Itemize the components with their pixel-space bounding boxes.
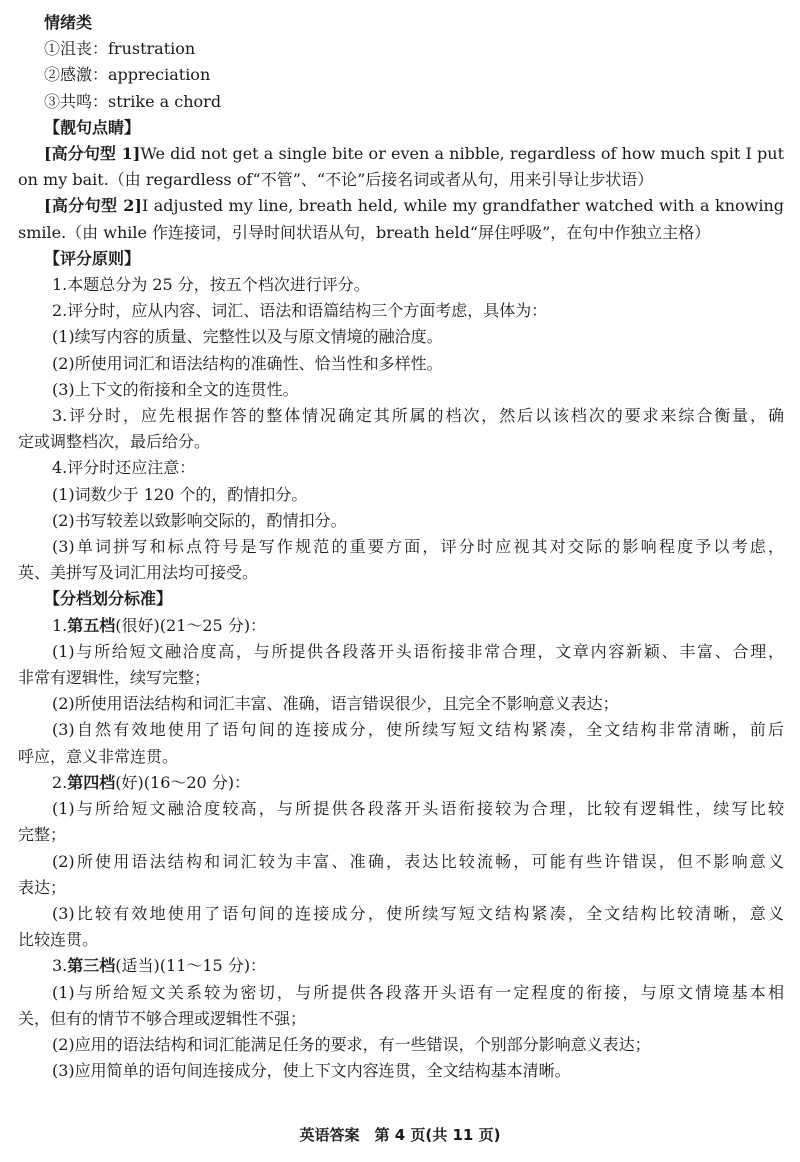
grading-heading: 【分档划分标准】 [44,589,173,609]
principle-3-line-1: 3.评分时，应先根据作答的整体情况确定其所属的档次，然后以该档次的要求来综合衡量，确 [52,406,784,426]
level-5-name: 第五档 [67,615,116,635]
sentence-2-line-1 [18,193,784,219]
sentence-1-text: We did not get a single bite or even a nibble, regardless of how much spit I put [140,144,784,164]
level-5-num: 1. [52,615,68,635]
emotion-heading: 情绪类 [44,13,93,32]
level-3-item-1-line-2: 关，但有的情节不够合理或逻辑性不强； [18,1008,307,1028]
level-4-item-2-line-2: 表达； [18,877,67,897]
principle-4-3-line-1: (3)单词拼写和标点符号是写作规范的重要方面，评分时应视其对交际的影响程度予以考虑， [52,537,784,557]
level-4-num: 2. [52,772,68,792]
emotion-item: ③共鸣：strike a chord [44,91,222,111]
sentence-2-text: I adjusted my line, breath held, while my grandfather watched with a knowing [141,196,784,216]
sentences-heading: 【靓句点睛】 [44,117,141,137]
level-4-item-1-line-1: (1)与所给短文融洽度较高，与所提供各段落开头语衔接较为合理，比较有逻辑性，续写比较 [52,799,784,819]
level-4-item-3-line-1: (3)比较有效地使用了语句间的连接成分，使所续写短文结构紧凑，全文结构比较清晰，意义 [52,903,784,923]
level-4-range: (好)(16～20 分)： [115,772,251,792]
principle-line: 1.本题总分为 25 分，按五个档次进行评分。 [52,275,370,295]
level-5-item-2: (2)所使用语法结构和词汇丰富、准确，语言错误很少，且完全不影响意义表达； [52,694,619,714]
level-3-range: (适当)(11～15 分)： [115,956,267,976]
level-4-item-2-line-1: (2)所使用语法结构和词汇较为丰富、准确，表达比较流畅，可能有些许错误，但不影响意义 [52,851,784,871]
page-footer: 英语答案 第 4 页(共 11 页) [299,1126,501,1144]
principle-line: (2)所使用词汇和语法结构的准确性、恰当性和多样性。 [52,353,443,373]
sentence-2-tag: [高分句型 2] [44,196,142,216]
level-5-item-3-line-1: (3)自然有效地使用了语句间的连接成分，使所续写短文结构紧凑，全文结构非常清晰，前后 [52,720,784,740]
sentence-1-tag: [高分句型 1] [44,144,141,164]
sentence-1-line-1 [18,141,784,167]
level-3-num: 3. [52,956,68,976]
level-3-item-3: (3)应用简单的语句间连接成分，使上下文内容连贯，全文结构基本清晰。 [52,1061,571,1081]
level-5-title [18,613,784,639]
principle-line: (3)上下文的衔接和全文的连贯性。 [52,379,299,399]
level-4-item-3-line-2: 比较连贯。 [18,930,99,950]
page-content [18,10,784,1084]
level-5-item-1-line-1: (1)与所给短文融洽度高，与所提供各段落开头语衔接非常合理，文章内容新颖、丰富、合理， [52,641,784,661]
principles-heading: 【评分原则】 [44,248,141,268]
level-4-name: 第四档 [67,772,116,792]
principle-4-3-line-2: 英、美拼写及词汇用法均可接受。 [18,563,259,583]
level-4-item-1-line-2: 完整； [18,825,67,845]
level-5-range: (很好)(21～25 分)： [115,615,267,635]
principle-4: 4.评分时还应注意： [52,458,196,478]
principle-4-item: (2)书写较差以致影响交际的，酌情扣分。 [52,510,347,530]
principle-4-item: (1)词数少于 120 个的，酌情扣分。 [52,484,308,504]
principle-line: (1)续写内容的质量、完整性以及与原文情境的融洽度。 [52,327,443,347]
level-3-item-1-line-1: (1)与所给短文关系较为密切，与所提供各段落开头语有一定程度的衔接，与原文情境基本相 [52,982,784,1002]
sentence-2-line-2: smile.（由 while 作连接词，引导时间状语从句，breath held“屏住呼吸”，在句中作独立主格） [18,222,711,242]
level-3-title [18,953,784,979]
sentence-1-line-2: on my bait.（由 regardless of“不管”、“不论”后接名词或者从句，用来引导让步状语） [18,170,654,190]
principle-line: 2.评分时，应从内容、词汇、语法和语篇结构三个方面考虑，具体为： [52,301,548,321]
level-5-item-3-line-2: 呼应，意义非常连贯。 [18,746,179,766]
level-4-title [18,770,784,796]
level-3-name: 第三档 [67,956,116,976]
emotion-item: ①沮丧：frustration [44,39,196,59]
level-5-item-1-line-2: 非常有逻辑性，续写完整； [18,668,211,688]
level-3-item-2: (2)应用的语法结构和词汇能满足任务的要求，有一些错误，个别部分影响意义表达； [52,1034,651,1054]
principle-3-line-2: 定或调整档次，最后给分。 [18,432,211,452]
emotion-item: ②感激：appreciation [44,65,211,85]
